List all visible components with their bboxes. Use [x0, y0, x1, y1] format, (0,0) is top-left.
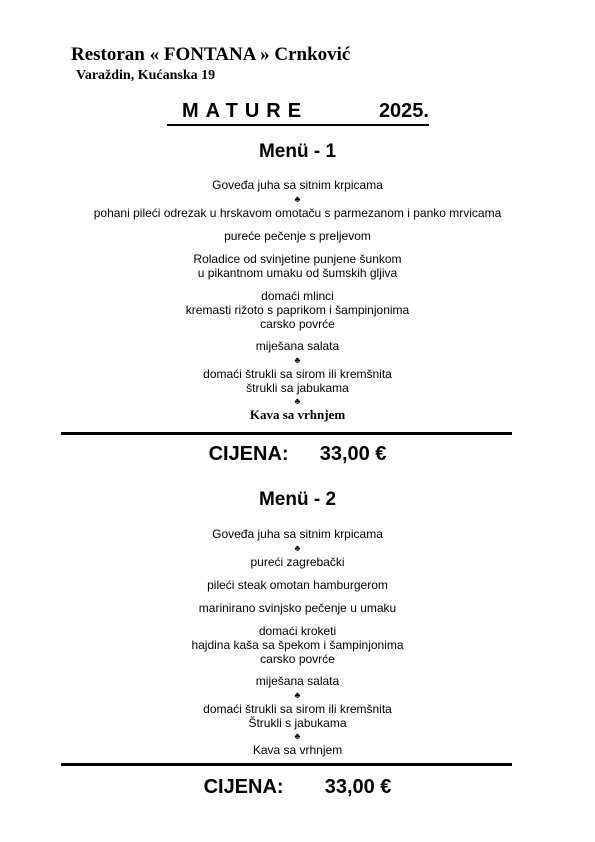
menu-2-price [0, 776, 595, 799]
menu-2-dessert-1: domaći štrukli sa sirom ili kremšnita [203, 702, 392, 716]
price-label: CIJENA: [208, 443, 289, 465]
menu-2-item-1: pureći zagrebački [250, 555, 345, 569]
menu-2-coffee: Kava sa vrhnjem [252, 743, 343, 757]
menu-1-salad: miješana salata [255, 339, 340, 353]
title-word: MATURE [182, 100, 309, 122]
menu-2-side-3: carsko povrće [260, 652, 335, 666]
restaurant-address: Varaždin, Kućanska 19 [76, 68, 216, 83]
club-separator: ♣ [294, 731, 301, 741]
club-separator: ♣ [294, 543, 301, 553]
menu-1-item-3a: Roladice od svinjetine punjene šunkom [193, 252, 402, 266]
price-value: 33,00 € [319, 443, 387, 465]
menu-2-title: Menü - 2 [258, 489, 337, 510]
menu-1-soup: Goveđa juha sa sitnim krpicama [212, 178, 383, 192]
page-title [167, 100, 429, 126]
menu-1-side-2: kremasti rižoto s paprikom i šampinjonima [185, 303, 410, 317]
title-year: 2025. [378, 100, 429, 122]
restaurant-name: Restoran « FONTANA » Crnković [71, 44, 351, 65]
menu-2-side-1: domaći kroketi [258, 624, 337, 638]
menu-2-dessert-2: Štrukli s jabukama [248, 716, 347, 730]
menu-1-dessert-1: domaći štrukli sa sirom ili kremšnita [203, 367, 392, 381]
price-label: CIJENA: [203, 776, 284, 798]
club-separator: ♣ [294, 194, 301, 204]
menu-1-title: Menü - 1 [258, 141, 337, 162]
menu-1-price [0, 443, 595, 466]
menu-2-soup: Goveđa juha sa sitnim krpicama [212, 527, 383, 541]
menu-1-dessert-2: štrukli sa jabukama [246, 381, 349, 395]
menu-1-side-1: domaći mlinci [261, 289, 334, 303]
club-separator: ♣ [294, 396, 301, 406]
menu-1-coffee: Kava sa vrhnjem [249, 407, 346, 422]
menu-1-side-3: carsko povrće [260, 317, 335, 331]
menu-1-item-1: pohani pileći odrezak u hrskavom omotaču s parmezanom i panko mrvicama [93, 206, 502, 220]
menu-1-item-3b: u pikantnom umaku od šumskih gljiva [197, 266, 398, 280]
club-separator: ♣ [294, 355, 301, 365]
divider-rule [61, 432, 512, 435]
menu-1-item-2: pureće pečenje s preljevom [224, 229, 371, 243]
price-value: 33,00 € [324, 776, 392, 798]
divider-rule [61, 763, 512, 766]
menu-2-side-2: hajdina kaša sa špekom i šampinjonima [191, 638, 404, 652]
menu-2-item-3: marinirano svinjsko pečenje u umaku [198, 601, 397, 615]
menu-2-salad: miješana salata [255, 674, 340, 688]
club-separator: ♣ [294, 690, 301, 700]
menu-2-item-2: pileći steak omotan hamburgerom [207, 578, 388, 592]
